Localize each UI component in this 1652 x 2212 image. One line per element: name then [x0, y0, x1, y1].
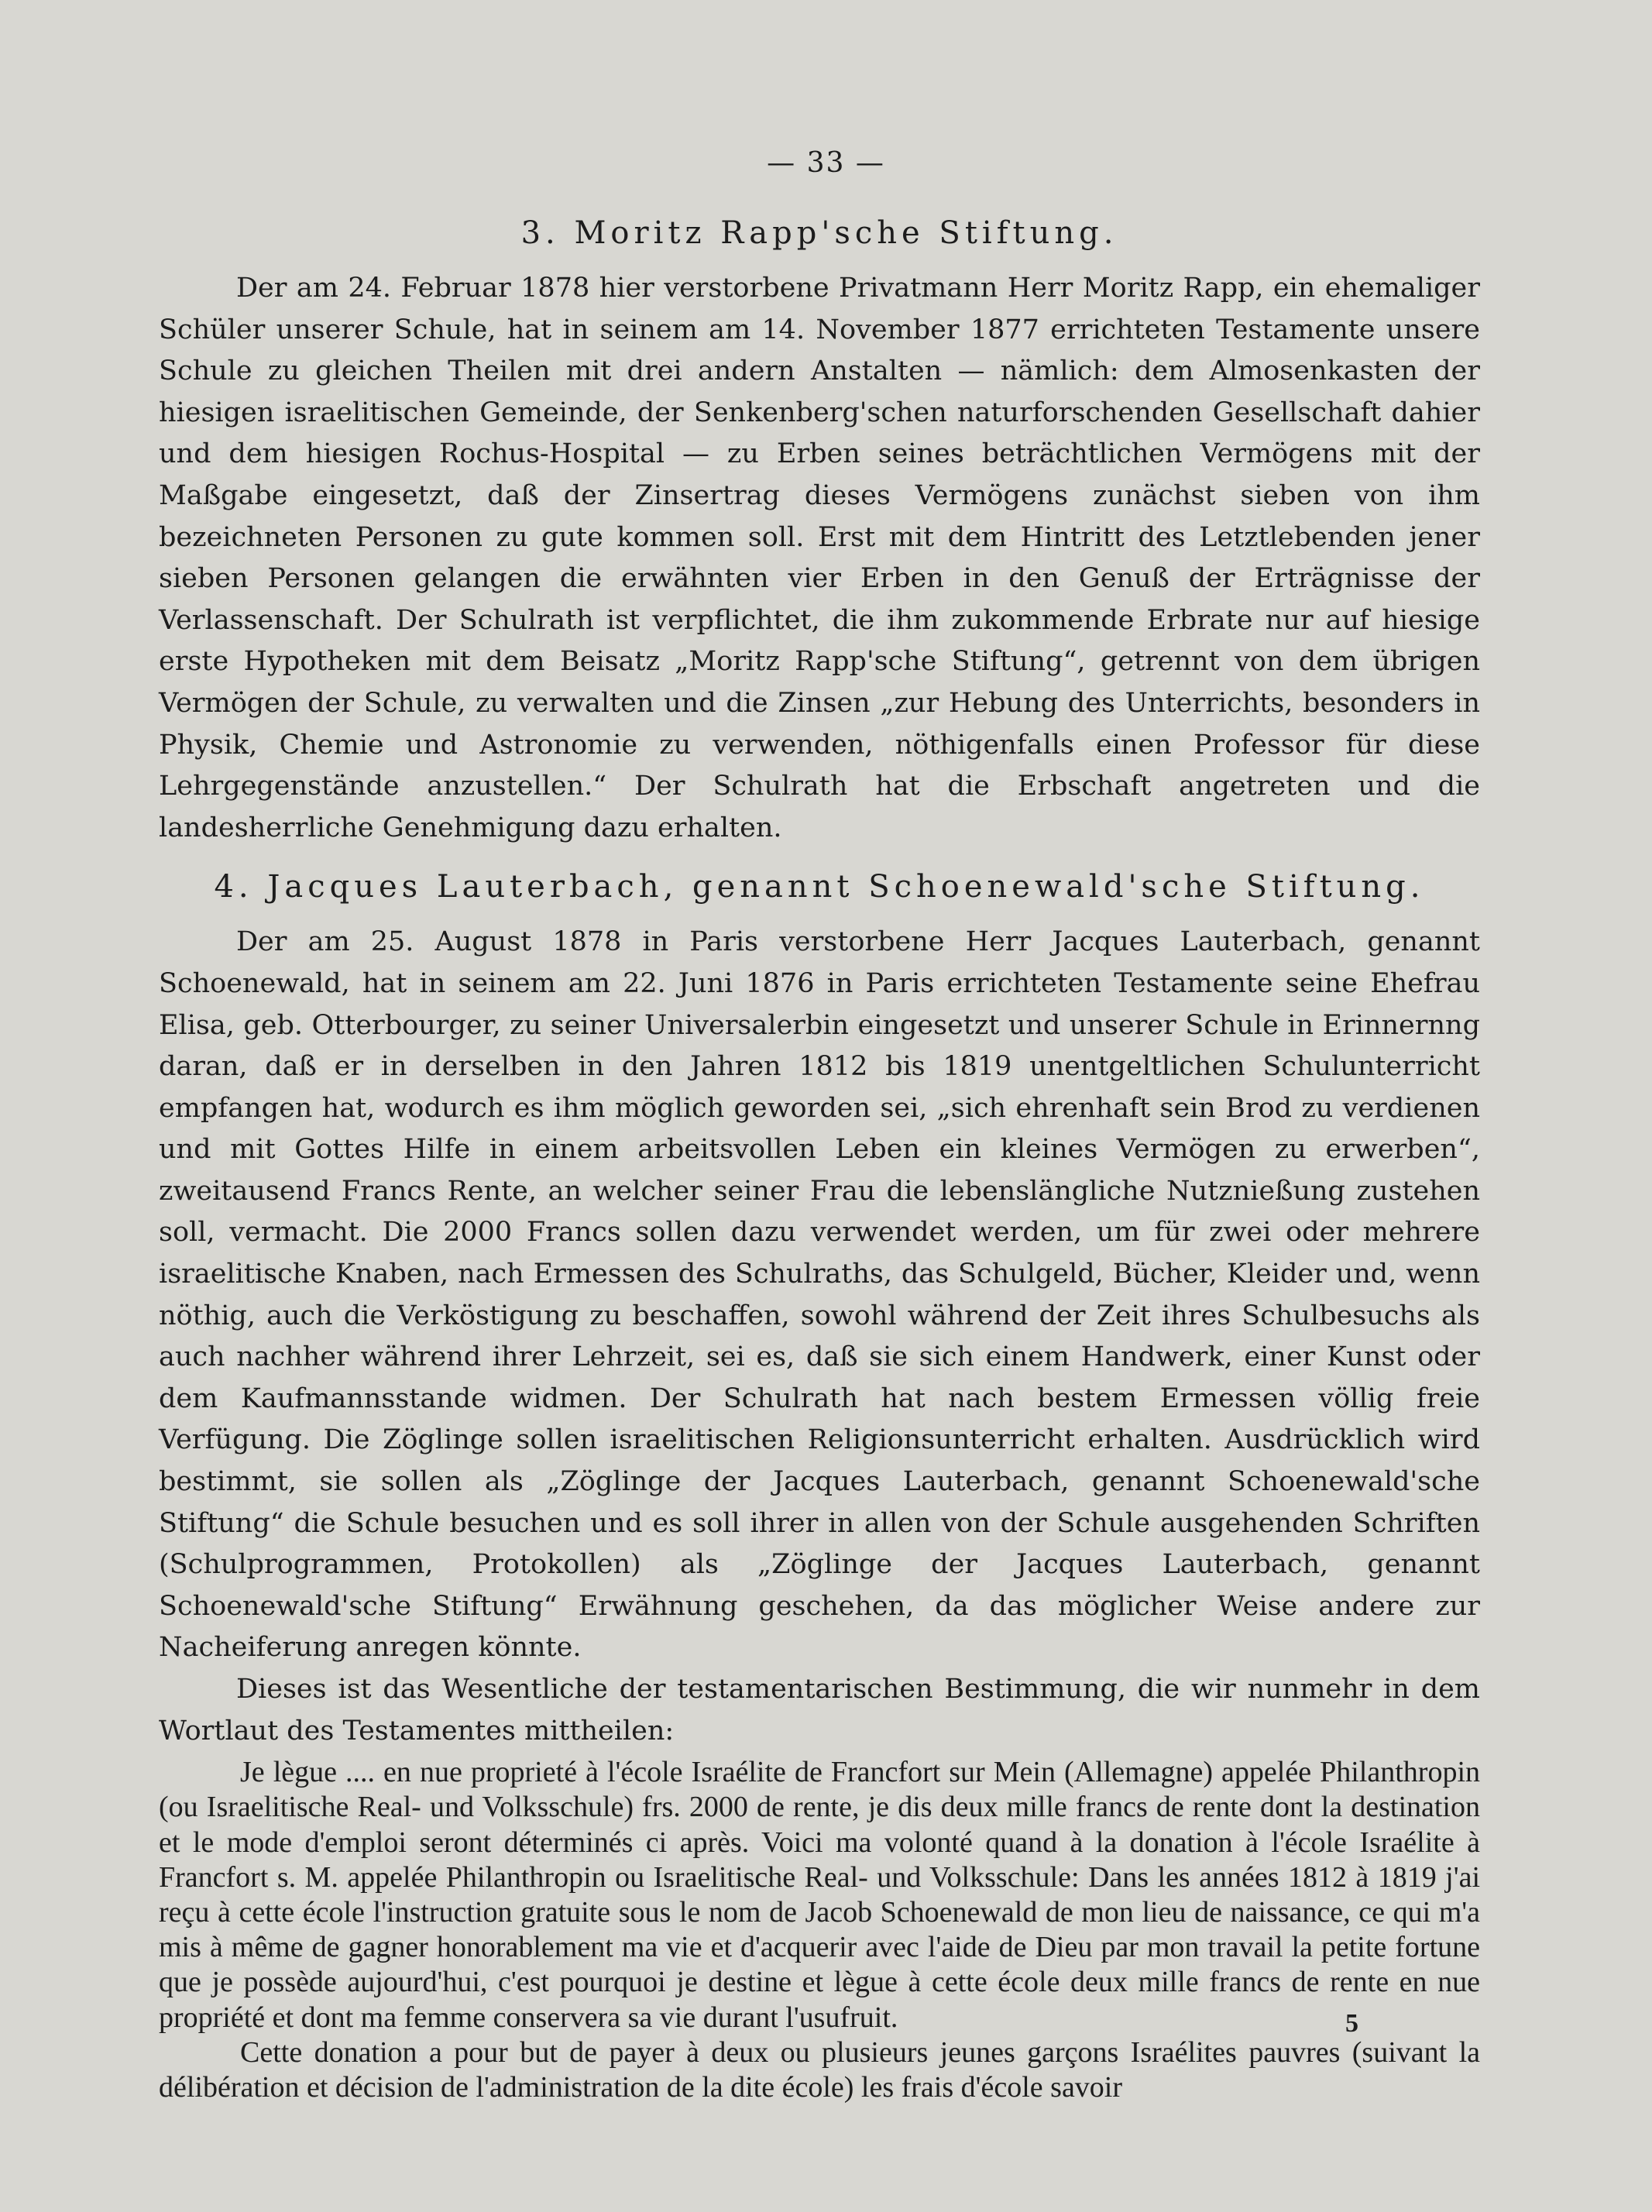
french-testament-paragraph-1: Je lègue .... en nue proprieté à l'école Israélite de Francfort sur Mein (Allemagne) appelée Philanthropin (ou Israelitische Real- und Volksschule) frs. 2000 de rente, je dis deux mille francs de rente dont la destination et le mode d'emploi seront déterminés ci après. Voici ma volonté quand à la donation à l'école Israélite à Francfort s. M. appelée Philanthropin ou Israelitische Real- und Volksschule: Dans les années 1812 à 1819 j'ai reçu à cette école l'instruction gratuite sous le nom de Jacob Schoenewald de mon lieu de naissance, ce qui m'a mis à même de gagner honorablement ma vie et d'acquerir avec l'aide de Dieu par mon travail la petite fortune que je possède aujourd'hui, c'est pourquoi je destine et lègue à cette école deux mille francs de rente en nue propriété et dont ma femme conservera sa vie durant l'usufruit. — [159, 1756, 1480, 2034]
section-4-paragraph-1: Der am 25. August 1878 in Paris verstorbene Herr Jacques Lauterbach, genannt Schoenewald, hat in seinem am 22. Juni 1876 in Paris errichteten Testamente seine Ehefrau Elisa, geb. Otterbourger, zu seiner Universalerbin eingesetzt und unserer Schule in Erinnernng daran, daß er in derselben in den Jahren 1812 bis 1819 unentgeltlichen Schulunterricht empfangen hat, wodurch es ihm möglich geworden sei, „sich ehrenhaft sein Brod zu verdienen und mit Gottes Hilfe in einem arbeitsvollen Leben ein kleines Vermögen zu erwerben“, zweitausend Francs Rente, an welcher seiner Frau die lebenslängliche Nutznießung zustehen soll, vermacht. Die 2000 Francs sollen dazu verwendet werden, um für zwei oder mehrere israelitische Knaben, nach Ermessen des Schulraths, das Schulgeld, Bücher, Kleider und, wenn nöthig, auch die Verköstigung zu beschaffen, sowohl während der Zeit ihres Schulbesuchs als auch nachher während ihrer Lehrzeit, sei es, daß sie sich einem Handwerk, einer Kunst oder dem Kaufmannsstande widmen. Der Schulrath hat nach bestem Ermessen völlig freie Verfügung. Die Zöglinge sollen israelitischen Religionsunterricht erhalten. Ausdrücklich wird bestimmt, sie sollen als „Zöglinge der Jacques Lauterbach, genannt Schoenewald'sche Stiftung“ die Schule besuchen und es soll ihrer in allen von der Schule ausgehenden Schriften (Schulprogrammen, Protokollen) als „Zöglinge der Jacques Lauterbach, genannt Schoenewald'sche Stiftung“ Erwähnung geschehen, da das möglicher Weise andere zur Nacheiferung anregen könnte. — [159, 926, 1480, 1664]
section-3-paragraph: Der am 24. Februar 1878 hier verstorbene Privatmann Herr Moritz Rapp, ein ehemaliger Schüler unserer Schule, hat in seinem am 14. November 1877 errichteten Testamente unsere Schule zu gleichen Theilen mit drei andern Anstalten — nämlich: dem Almosenkasten der hiesigen israelitischen Gemeinde, der Senkenberg'schen naturforschenden Gesellschaft dahier und dem hiesigen Rochus-Hospital — zu Erben seines beträchtlichen Vermögens mit der Maßgabe eingesetzt, daß der Zinsertrag dieses Vermögens zunächst sieben von ihm bezeichneten Personen zu gute kommen soll. Erst mit dem Hintritt des Letztlebenden jener sieben Personen gelangen die erwähnten vier Erben in den Genuß der Erträgnisse der Verlassenschaft. Der Schulrath ist verpflichtet, die ihm zukommende Erbrate nur auf hiesige erste Hypotheken mit dem Beisatz „Moritz Rapp'sche Stiftung“, getrennt von dem übrigen Vermögen der Schule, zu verwalten und die Zinsen „zur Hebung des Unterrichts, besonders in Physik, Chemie und Astronomie zu verwenden, nöthigenfalls einen Professor für diese Lehrgegenstände anzustellen.“ Der Schulrath hat die Erbschaft angetreten und die landesherrliche Genehmigung dazu erhalten. — [159, 273, 1480, 843]
signature-mark: 5 — [1345, 2009, 1358, 2038]
section-3-title: 3. Moritz Rapp'sche Stiftung. — [520, 215, 1118, 251]
page-number-header: — 33 — — [767, 147, 885, 179]
french-testament-paragraph-2: Cette donation a pour but de payer à deux ou plusieurs jeunes garçons Israélites pauvres (suivant la délibération et décision de l'administration de la dite école) les frais d'école savoir — [159, 2035, 1480, 2104]
section-4-title: 4. Jacques Lauterbach, genannt Schoenewald'sche Stiftung. — [214, 869, 1425, 905]
section-4-paragraph-2: Dieses ist das Wesentliche der testamentarischen Bestimmung, die wir nunmehr in dem Wortlaut des Testamentes mittheilen: — [159, 1674, 1480, 1747]
text-column — [159, 215, 1480, 2105]
